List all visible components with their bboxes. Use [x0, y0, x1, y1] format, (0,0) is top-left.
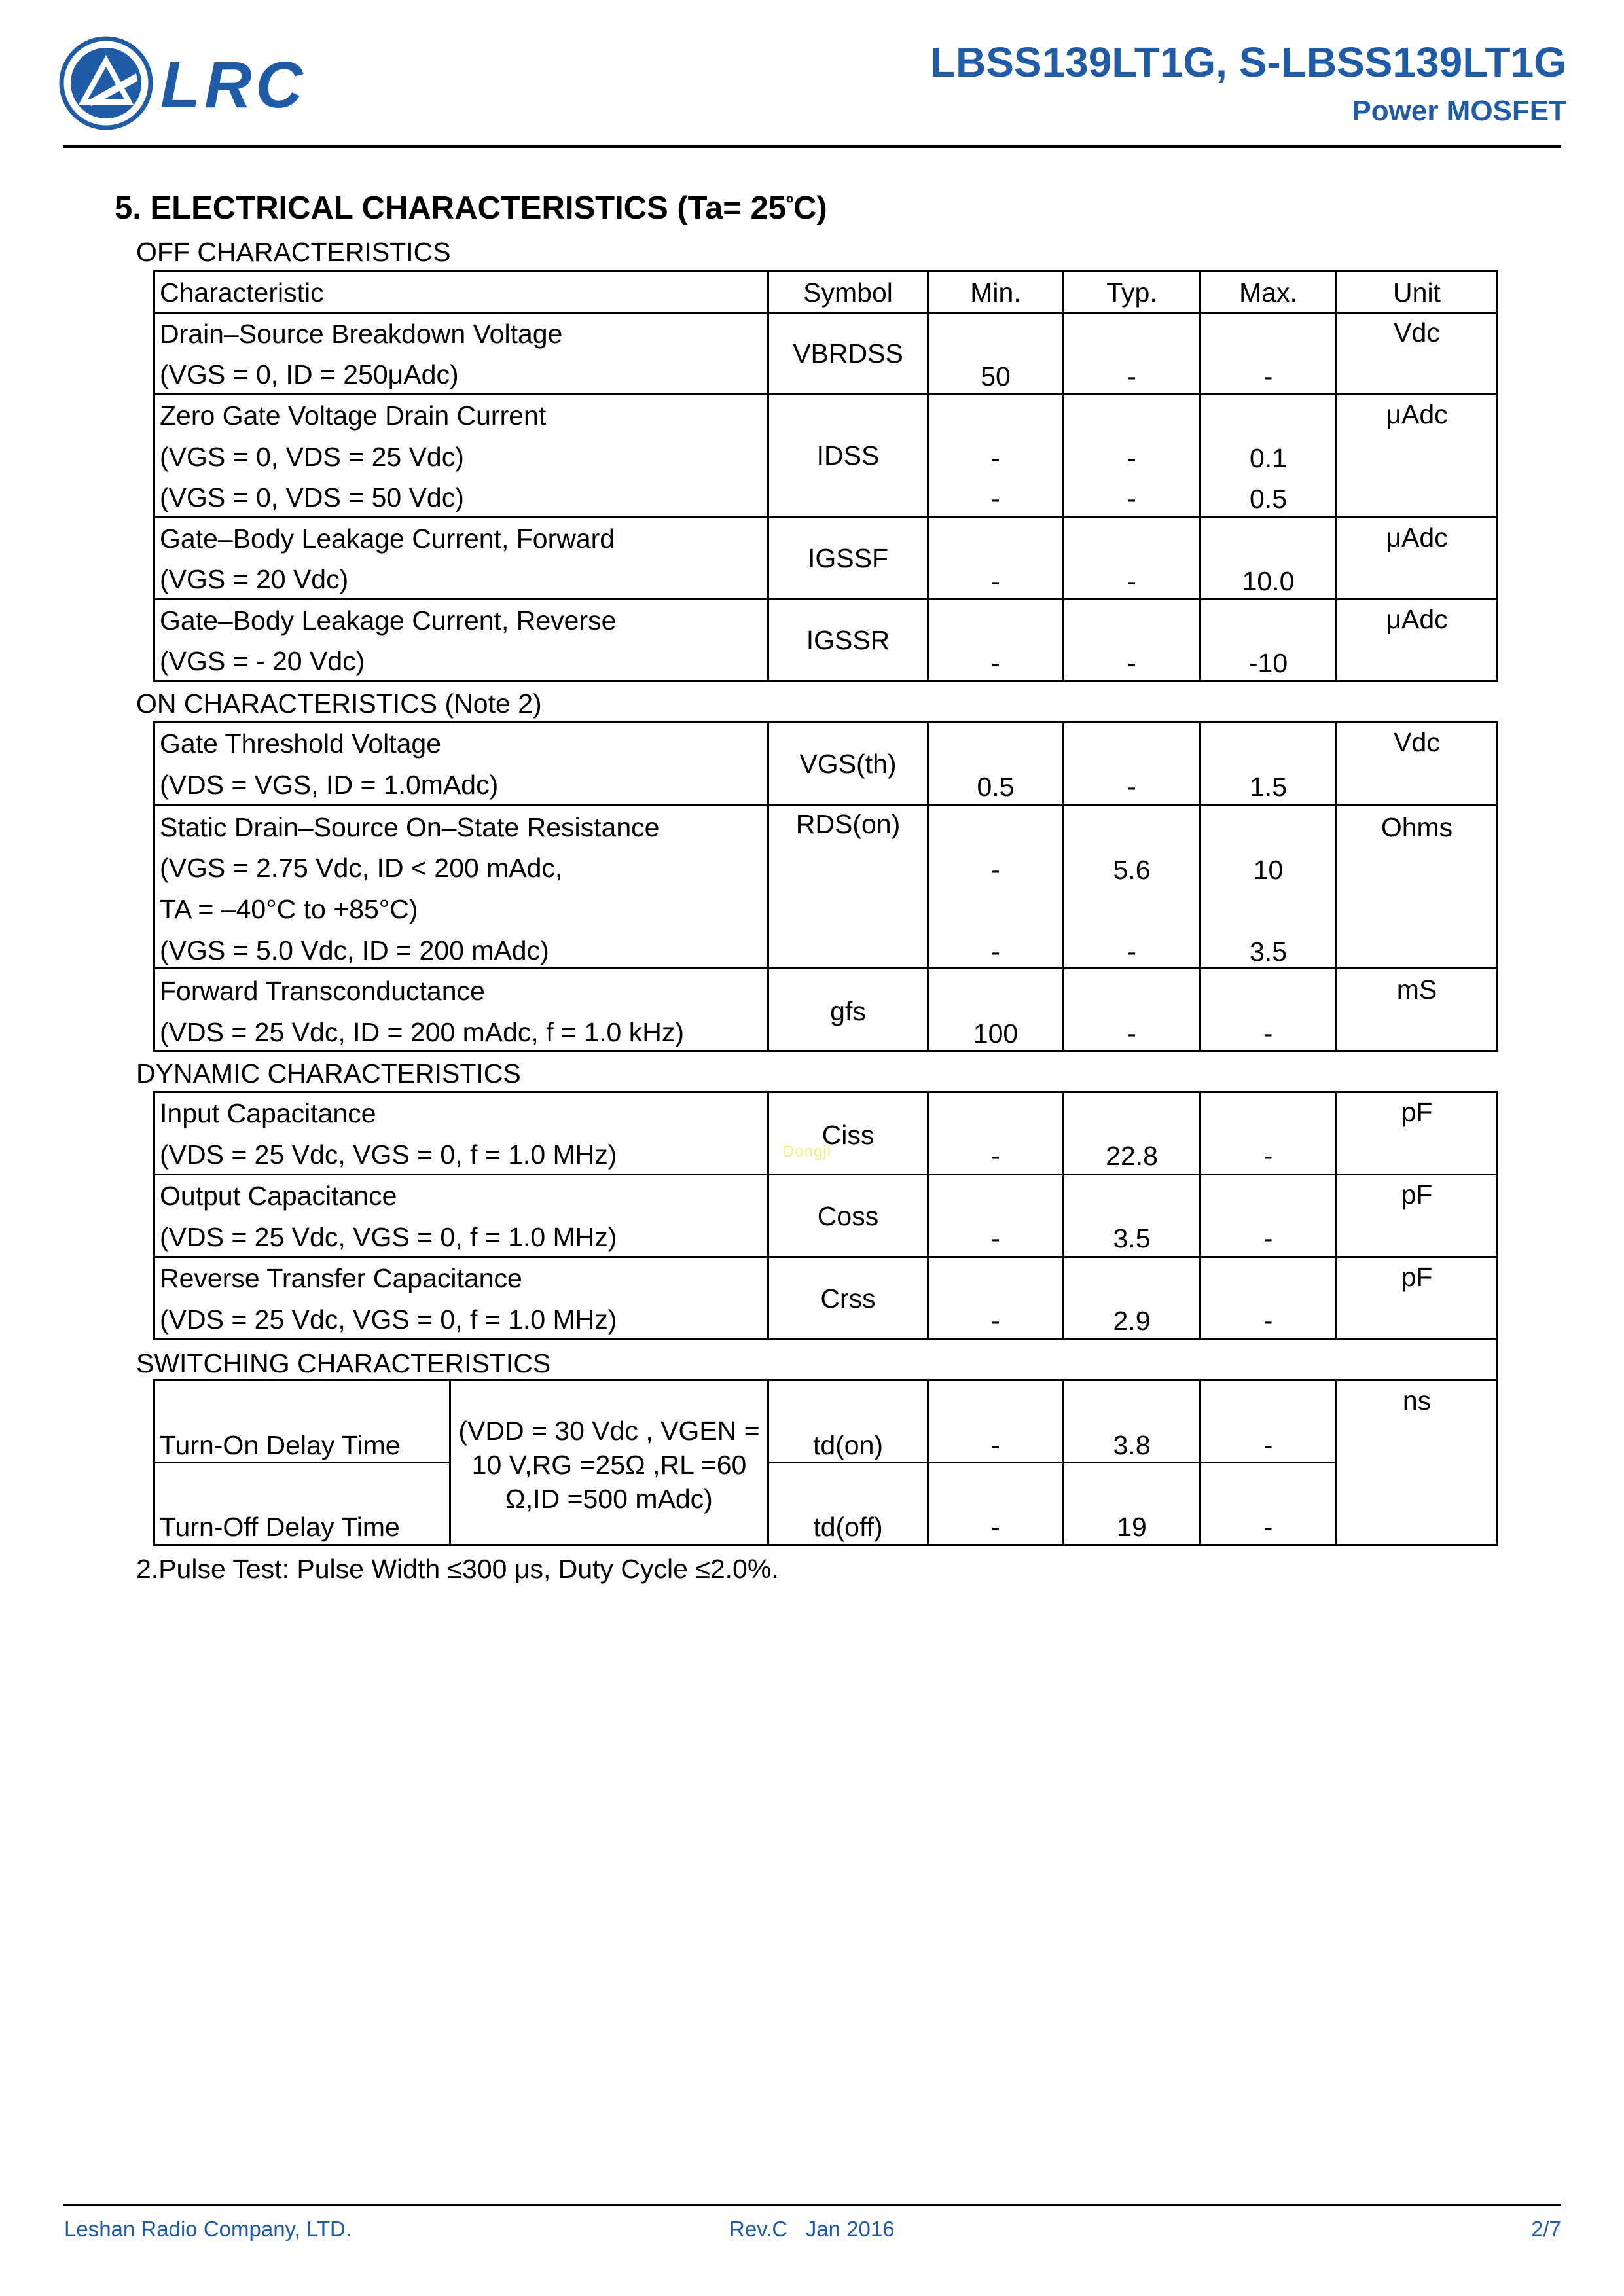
watermark: Dongjl — [783, 1143, 832, 1160]
param-symbol: VGS(th) — [799, 749, 897, 779]
param-name: Gate Threshold Voltage — [160, 728, 442, 759]
param-name: Zero Gate Voltage Drain Current — [160, 401, 547, 431]
param-unit: mS — [1396, 975, 1437, 1005]
param-unit: μAdc — [1386, 604, 1448, 634]
param-symbol: VBRDSS — [793, 338, 903, 368]
param-typ: - — [1127, 443, 1136, 473]
param-condition: (VDS = 25 Vdc, VGS = 0, f = 1.0 MHz) — [160, 1222, 617, 1252]
param-condition: (VDS = 25 Vdc, VGS = 0, f = 1.0 MHz) — [160, 1139, 617, 1170]
param-min: - — [991, 484, 1000, 514]
param-min: - — [991, 855, 1000, 885]
param-typ: 3.5 — [1113, 1223, 1151, 1253]
company-logo — [59, 34, 321, 132]
document-title: LBSS139LT1G, S-LBSS139LT1G — [929, 39, 1566, 86]
param-max: - — [1263, 1141, 1273, 1171]
param-max: - — [1263, 1306, 1273, 1336]
param-typ: - — [1127, 772, 1136, 802]
param-name: Input Capacitance — [160, 1098, 376, 1128]
param-typ: 2.9 — [1113, 1306, 1151, 1336]
param-symbol: IDSS — [816, 440, 880, 471]
param-min: - — [991, 1512, 1000, 1542]
footer-page-number: 2/7 — [1531, 2217, 1561, 2241]
param-name: Turn-On Delay Time — [160, 1430, 401, 1460]
group-on-label: ON CHARACTERISTICS (Note 2) — [136, 689, 542, 719]
param-unit: Ohms — [1380, 812, 1453, 842]
param-unit: Vdc — [1394, 317, 1440, 348]
section-title: 5. ELECTRICAL CHARACTERISTICS $(Ta= 25^ºC)$ — [115, 190, 827, 226]
param-min: 50 — [981, 361, 1011, 391]
param-unit: Vdc — [1394, 727, 1440, 757]
param-symbol: RDS(on) — [795, 809, 901, 839]
param-name: Forward Transconductance — [160, 976, 485, 1006]
param-max: 1.5 — [1250, 772, 1287, 802]
document-subtitle: Power MOSFET — [1352, 95, 1566, 127]
param-condition: (VDS = 25 Vdc, ID = 200 mAdc, f = 1.0 kHz) — [160, 1017, 684, 1047]
param-condition: (VDS = 25 Vdc, VGS = 0, f = 1.0 MHz) — [160, 1304, 617, 1335]
param-symbol: gfs — [830, 996, 866, 1026]
param-typ: - — [1127, 484, 1136, 514]
col-header-unit: Unit — [1393, 278, 1441, 308]
param-condition: (VGS = 20 Vdc) — [160, 564, 349, 594]
param-condition: (VGS = 0, ID = 250μAdc) — [160, 359, 459, 389]
param-condition: (VDS = VGS, ID = 1.0mAdc) — [160, 770, 499, 800]
param-min: - — [991, 1306, 1000, 1336]
param-min: - — [991, 443, 1000, 473]
param-typ: 19 — [1117, 1512, 1147, 1542]
param-typ: - — [1127, 937, 1136, 967]
param-typ: - — [1127, 566, 1136, 596]
param-symbol: td(off) — [813, 1512, 883, 1542]
col-header-symbol: Symbol — [803, 278, 893, 308]
param-unit: pF — [1401, 1179, 1433, 1210]
param-symbol: Coss — [817, 1201, 879, 1231]
group-switching-label: SWITCHING CHARACTERISTICS — [136, 1348, 551, 1378]
param-max: 10.0 — [1242, 566, 1295, 596]
param-name: Output Capacitance — [160, 1181, 397, 1211]
param-max: - — [1263, 1223, 1273, 1253]
col-header-characteristic: Characteristic — [160, 278, 324, 308]
param-name: Gate–Body Leakage Current, Reverse — [160, 605, 617, 636]
param-min: - — [991, 937, 1000, 967]
group-off-label: OFF CHARACTERISTICS — [136, 237, 451, 267]
param-min: - — [991, 1141, 1000, 1171]
param-symbol: IGSSF — [807, 543, 889, 573]
switching-condition: Ω,ID =500 mAdc) — [505, 1484, 713, 1514]
switching-condition: 10 V,RG =25Ω ,RL =60 — [471, 1450, 747, 1480]
param-min: - — [991, 1430, 1000, 1460]
param-symbol: td(on) — [812, 1430, 884, 1460]
param-symbol: Crss — [820, 1283, 876, 1314]
param-max: -10 — [1248, 648, 1288, 678]
param-typ: 22.8 — [1106, 1141, 1158, 1171]
switching-condition: (VDD = 30 Vdc , VGEN = — [458, 1416, 760, 1446]
switching-unit: ns — [1402, 1386, 1432, 1416]
param-name: Turn-Off Delay Time — [160, 1512, 400, 1542]
param-max: - — [1263, 1430, 1273, 1460]
param-max: 0.5 — [1250, 484, 1287, 514]
param-symbol: IGSSR — [806, 625, 890, 655]
param-max: - — [1263, 1018, 1273, 1049]
param-unit: pF — [1401, 1262, 1433, 1292]
param-name: Reverse Transfer Capacitance — [160, 1263, 522, 1293]
param-typ: - — [1127, 361, 1136, 391]
param-condition: (VGS = 0, VDS = 25 Vdc) — [160, 442, 464, 472]
param-condition: (VGS = - 20 Vdc) — [160, 646, 365, 676]
param-typ: - — [1127, 648, 1136, 678]
param-unit: μAdc — [1386, 522, 1448, 552]
col-header-max: Max. — [1239, 278, 1297, 308]
param-unit: μAdc — [1386, 399, 1448, 429]
param-condition: (VGS = 0, VDS = 50 Vdc) — [160, 482, 464, 512]
param-name: Gate–Body Leakage Current, Forward — [160, 524, 615, 554]
footer-revision: Rev.C Jan 2016 — [729, 2217, 895, 2241]
col-header-min: Min. — [970, 278, 1021, 308]
footer-company: Leshan Radio Company, LTD. — [64, 2217, 352, 2241]
header-rule — [63, 145, 1561, 148]
param-name: Drain–Source Breakdown Voltage — [160, 319, 563, 349]
logo-text: LRC — [160, 48, 307, 122]
param-max: 3.5 — [1250, 937, 1287, 967]
param-typ: 3.8 — [1113, 1430, 1151, 1460]
col-header-typ: Typ. — [1106, 278, 1157, 308]
param-condition: (VGS = 2.75 Vdc, ID < 200 mAdc, — [160, 853, 563, 883]
param-symbol: Ciss — [821, 1120, 875, 1150]
param-max: 10 — [1253, 855, 1284, 885]
param-unit: pF — [1401, 1097, 1433, 1127]
param-name: Static Drain–Source On–State Resistance — [160, 812, 660, 842]
param-max: - — [1263, 1512, 1273, 1542]
param-typ: 5.6 — [1113, 855, 1151, 885]
param-min: 0.5 — [977, 772, 1015, 802]
footer-rule — [63, 2204, 1561, 2206]
param-min: - — [991, 566, 1000, 596]
param-typ: - — [1127, 1018, 1136, 1049]
group-dynamic-label: DYNAMIC CHARACTERISTICS — [136, 1058, 521, 1088]
pulse-test-note: 2.Pulse Test: Pulse Width ≤300 μs, Duty Cycle ≤2.0%. — [136, 1554, 779, 1584]
param-min: - — [991, 1223, 1000, 1253]
param-min: - — [991, 648, 1000, 678]
param-max: 0.1 — [1250, 443, 1287, 473]
param-condition: (VGS = 5.0 Vdc, ID = 200 mAdc) — [160, 935, 549, 965]
param-max: - — [1263, 361, 1273, 391]
param-condition: TA = –40°C to +85°C) — [160, 894, 418, 924]
param-min: 100 — [973, 1018, 1019, 1049]
